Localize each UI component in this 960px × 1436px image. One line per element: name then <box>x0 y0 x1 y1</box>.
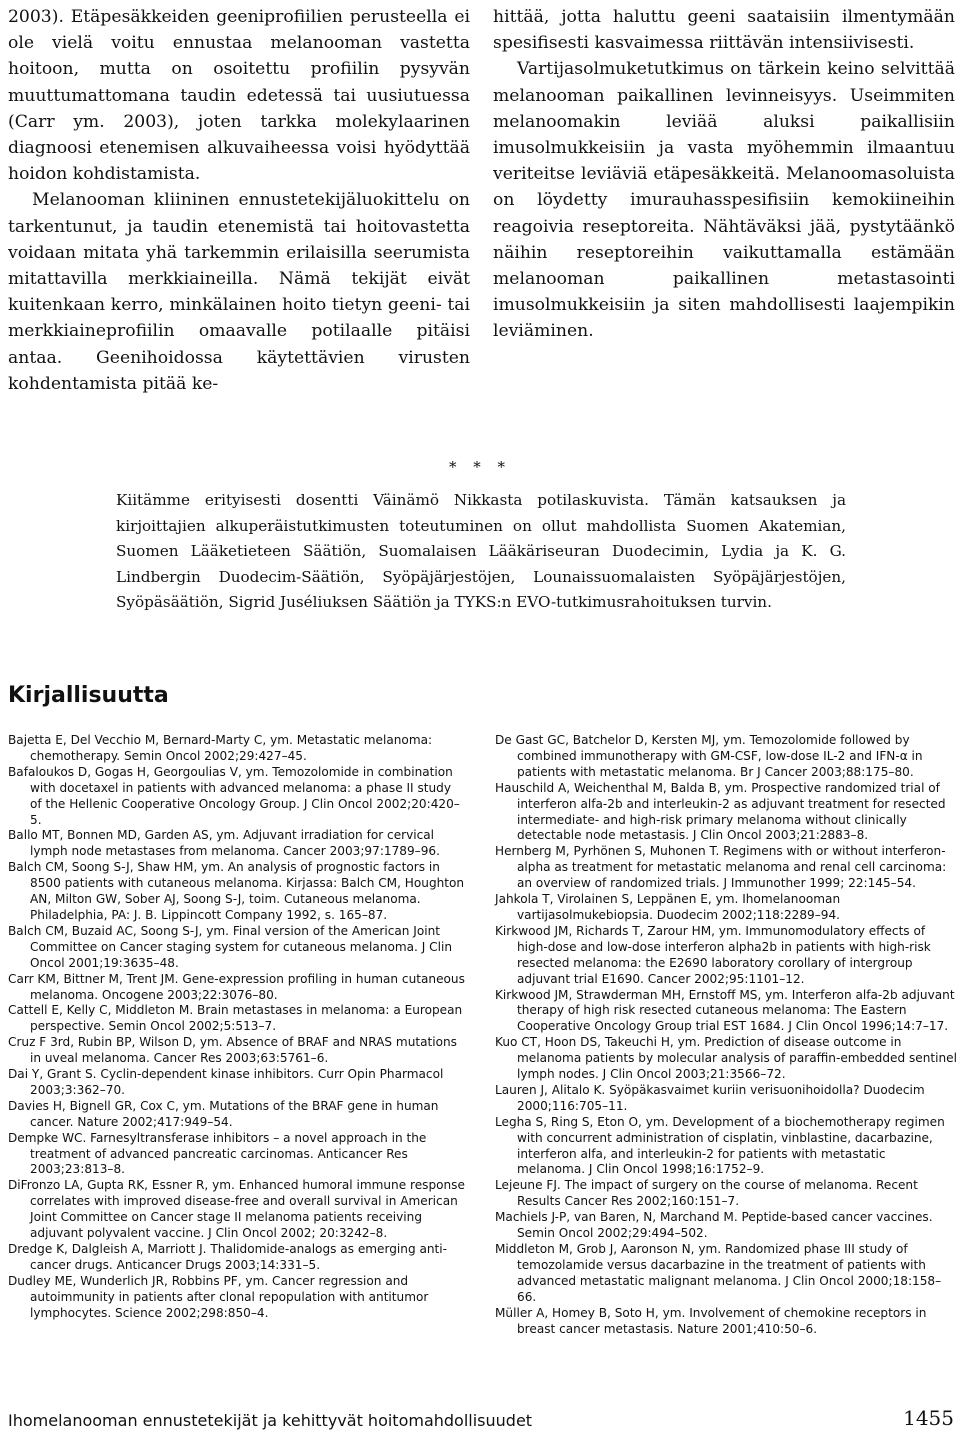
page-number: 1455 <box>903 1406 954 1430</box>
reference-item: Cattell E, Kelly C, Middleton M. Brain metastases in melanoma: a European perspective. Semin Oncol 2002;5:513–7. <box>8 1003 463 1034</box>
article-right-column <box>493 4 955 345</box>
reference-item: DiFronzo LA, Gupta RK, Essner R, ym. Enhanced humoral immune response correlates with improved disease-free and overall survival in American Joint Committee on Cancer stage II melanoma patients receiving adjuvant polyvalent vaccine. J Clin Oncol 2002; 20:3242–8. <box>8 1178 465 1241</box>
reference-item: Ballo MT, Bonnen MD, Garden AS, ym. Adjuvant irradiation for cervical lymph node metastases from melanoma. Cancer 2003;97:1789–96. <box>8 828 440 859</box>
reference-item: Middleton M, Grob J, Aaronson N, ym. Randomized phase III study of temozolamide versus dacarbazine in the treatment of patients with advanced metastatic malignant melanoma. J Clin Oncol 2000;18:158–66. <box>495 1242 942 1304</box>
reference-item: De Gast GC, Batchelor D, Kersten MJ, ym. Temozolomide followed by combined immunotherapy with GM-CSF, low-dose IL-2 and IFN-α in patients with metastatic melanoma. Br J Cancer 2003;88:175–80. <box>495 733 923 779</box>
section-separator: * * * <box>448 458 512 476</box>
reference-item: Legha S, Ring S, Eton O, ym. Development of a biochemotherapy regimen with concurrent administration of cisplatin, vinblastine, dacarbazine, interferon alfa, and interleukin-2 for patients with metastatic melanoma. J Clin Oncol 1998;16:1752–9. <box>495 1114 945 1177</box>
references-left-column <box>8 733 466 1322</box>
references-right-column <box>495 733 957 1337</box>
reference-item: Bafaloukos D, Gogas H, Georgoulias V, ym. Temozolomide in combination with docetaxel in patients with advanced melanoma: a phase II study of the Hellenic Cooperative Oncology Group. J Clin Oncol 2002;20:420–5. <box>8 764 460 827</box>
reference-item: Bajetta E, Del Vecchio M, Bernard-Marty C, ym. Metastatic melanoma: chemotherapy. Semin Oncol 2002;29:427–45. <box>8 733 433 763</box>
article-paragraph: Vartijasolmuketutkimus on tärkein keino selvittää melanooman paikallinen levinneisyys. Useimmiten melanoomakin leviää aluksi paikallisiin imusolmukkeisiin ja vasta myöhemmin ilmaantuu veriteitse leviäviä etäpesäkkeitä. Melanoomasoluista on löydetty imurauhasspesifisiin kemokiineihin reagoivia reseptoreita. Nähtäväksi jää, pystytäänkö näihin reseptoreihin vaikuttamalla estämään melanooman paikallinen metastasointi imusolmukkeisiin ja siten mahdollisesti laajempikin leviäminen. <box>493 59 955 342</box>
reference-item: Davies H, Bignell GR, Cox C, ym. Mutations of the BRAF gene in human cancer. Nature 2002;417:949–54. <box>8 1098 439 1129</box>
reference-item: Lejeune FJ. The impact of surgery on the course of melanoma. Recent Results Cancer Res 2002;160:151–7. <box>495 1178 918 1209</box>
reference-item: Kirkwood JM, Strawderman MH, Ernstoff MS, ym. Interferon alfa-2b adjuvant therapy of high risk resected cutaneous melanoma: The Eastern Cooperative Oncology Group trial EST 1684. J Clin Oncol 1996;14:7–17. <box>495 987 955 1034</box>
reference-item: Lauren J, Alitalo K. Syöpäkasvaimet kuriin verisuonihoidolla? Duodecim 2000;116:705–11. <box>495 1082 925 1113</box>
reference-item: Cruz F 3rd, Rubin BP, Wilson D, ym. Absence of BRAF and NRAS mutations in uveal melanoma. Cancer Res 2003;63:5761–6. <box>8 1035 457 1066</box>
reference-item: Dempke WC. Farnesyltransferase inhibitors – a novel approach in the treatment of advanced pancreatic carcinomas. Anticancer Res 2003;23:813–8. <box>8 1130 427 1177</box>
running-footer-title: Ihomelanooman ennustetekijät ja kehittyvät hoitomahdollisuudet <box>8 1411 533 1430</box>
reference-item: Jahkola T, Virolainen S, Leppänen E, ym. Ihomelanooman vartijasolmukebiopsia. Duodecim 2002;118:2289–94. <box>495 892 841 922</box>
reference-item: Dudley ME, Wunderlich JR, Robbins PF, ym. Cancer regression and autoimmunity in patients after clonal repopulation with antitumor lymphocytes. Science 2002;298:850–4. <box>8 1273 429 1320</box>
acknowledgement-paragraph: Kiitämme erityisesti dosentti Väinämö Nikkasta potilaskuvista. Tämän katsauksen ja kirjoittajien alkuperäistutkimusten toteutuminen on ollut mahdollista Suomen Akatemian, Suomen Lääketieteen Säätiön, Suomalaisen Lääkäriseuran Duodecimin, Lydia ja K. G. Lindbergin Duodecim-Säätiön, Syöpäjärjestöjen, Lounaissuomalaisten Syöpäjärjestöjen, Syöpäsäätiön, Sigrid Juséliuksen Säätiön ja TYKS:n EVO-tutkimusrahoituksen turvin. <box>116 491 846 611</box>
reference-item: Machiels J-P, van Baren, N, Marchand M. Peptide-based cancer vaccines. Semin Oncol 2002;29:494–502. <box>495 1210 933 1241</box>
reference-item: Kirkwood JM, Richards T, Zarour HM, ym. Immunomodulatory effects of high-dose and low-dose interferon alpha2b in patients with high-risk resected melanoma: the E2690 laboratory corollary of intergroup adjuvant trial E1690. Cancer 2002;95:1101–12. <box>495 923 931 986</box>
reference-item: Kuo CT, Hoon DS, Takeuchi H, ym. Prediction of disease outcome in melanoma patients by molecular analysis of paraffin-embedded sentinel lymph nodes. J Clin Oncol 2003;21:3566–72. <box>495 1035 957 1082</box>
references-heading: Kirjallisuutta <box>8 683 169 708</box>
article-left-column <box>8 4 470 397</box>
article-paragraph: 2003). Etäpesäkkeiden geeniprofiilien perusteella ei ole vielä voitu ennustaa melanooman vastetta hoitoon, mutta on osoitettu profiilin pysyvän muuttumattomana taudin edetessä tai uusiutuessa (Carr ym. 2003), joten tarkka molekylaarinen diagnoosi etenemisen alkuvaiheessa voisi hyödyttää hoidon kohdistamista. <box>8 7 470 185</box>
article-paragraph: Melanooman kliininen ennustetekijäluokittelu on tarkentunut, ja taudin etenemistä tai hoitovastetta voidaan mitata yhä tarkemmin erilaisilla seerumista mitattavilla merkkiaineilla. Nämä tekijät eivät kuitenkaan kerro, minkälainen hoito tietyn geeni- tai merkkiaineprofiilin omaavalle potilaalle pitäisi antaa. Geenihoidossa käytettävien virusten kohdentamista pitää ke- <box>8 190 470 394</box>
reference-item: Balch CM, Buzaid AC, Soong S-J, ym. Final version of the American Joint Committee on Cancer staging system for cutaneous melanoma. J Clin Oncol 2001;19:3635–48. <box>8 923 452 970</box>
reference-item: Dai Y, Grant S. Cyclin-dependent kinase inhibitors. Curr Opin Pharmacol 2003;3:362–70. <box>8 1067 444 1097</box>
reference-item: Hauschild A, Weichenthal M, Balda B, ym. Prospective randomized trial of interferon alfa-2b and interleukin-2 as adjuvant treatment for resected intermediate- and high-risk primary melanoma without clinically detectable node metastasis. J Clin Oncol 2003;21:2883–8. <box>495 780 946 843</box>
reference-item: Balch CM, Soong S-J, Shaw HM, ym. An analysis of prognostic factors in 8500 patients with cutaneous melanoma. Kirjassa: Balch CM, Houghton AN, Milton GW, Sober AJ, Soong S-J, toim. Cutaneous melanoma. Philadelphia, PA: J. B. Lippincott Company 1992, s. 165–87. <box>8 860 465 922</box>
reference-item: Carr KM, Bittner M, Trent JM. Gene-expression profiling in human cutaneous melanoma. Oncogene 2003;22:3076–80. <box>8 971 465 1002</box>
reference-item: Hernberg M, Pyrhönen S, Muhonen T. Regimens with or without interferon-alpha as treatment for metastatic melanoma and renal cell carcinoma: an overview of randomized trials. J Immunother 1999; 22:145–54. <box>495 844 947 891</box>
reference-item: Dredge K, Dalgleish A, Marriott J. Thalidomide-analogs as emerging anti-cancer drugs. Anticancer Drugs 2003;14:331–5. <box>8 1242 448 1272</box>
article-paragraph: hittää, jotta haluttu geeni saataisiin ilmentymään spesifisesti kasvaimessa riittävän intensiivisesti. <box>493 7 955 54</box>
reference-item: Müller A, Homey B, Soto H, ym. Involvement of chemokine receptors in breast cancer metastasis. Nature 2001;410:50–6. <box>495 1305 927 1336</box>
